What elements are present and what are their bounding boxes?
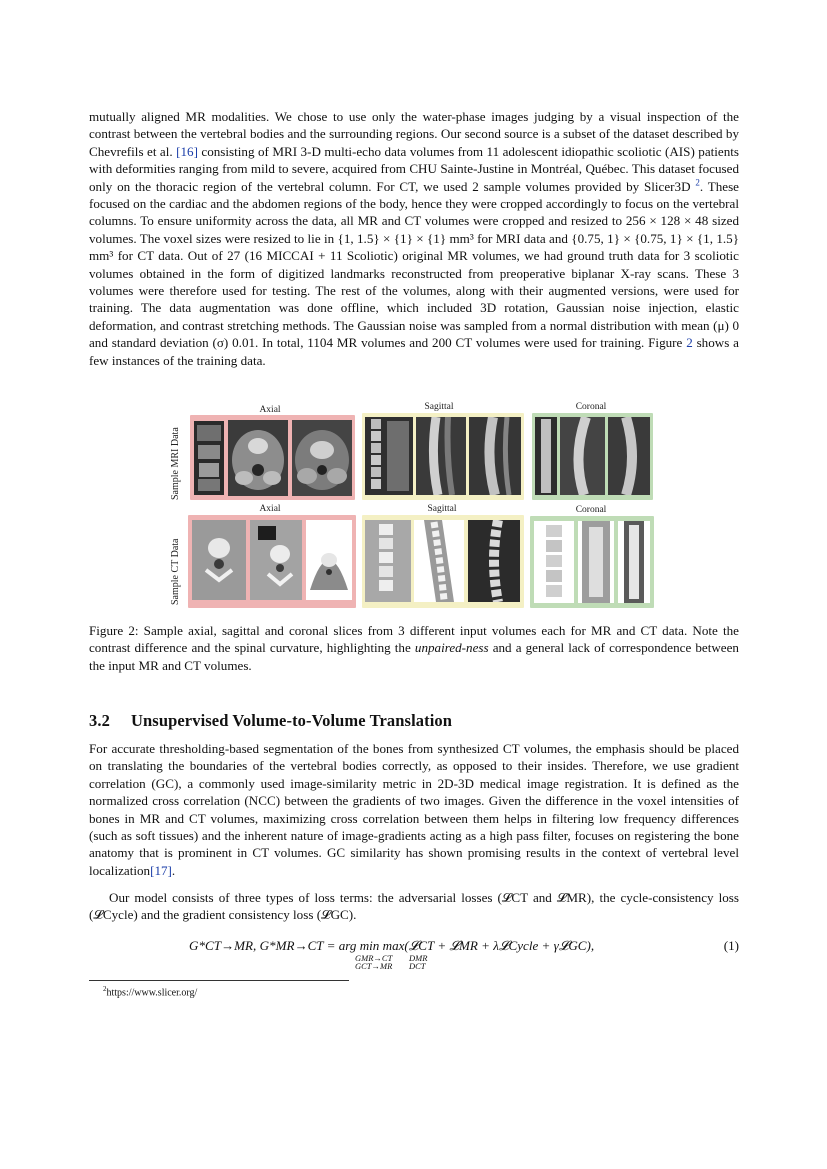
mri-row-label: Sample MRI Data — [170, 427, 181, 500]
paragraph-gradient-correlation — [89, 740, 739, 879]
text-run: For accurate thresholding-based segmentation of the bones from synthesized CT volumes, the emphasis should be placed on translating the boundaries of the vertebral bodies correctly, as opposed to their insides. Therefore, we use gradient correlation (GC), a commonly used image-similarity metric in 2D-3D medical image registration. It is defined as the normalized cross correlation (NCC) between the gradients of two images. Given the difference in the voxel intensities of bones in MR and CT volumes, maximizing cross correlation between them helps in filtering low frequency differences (such as soft tissues) and the inherent nature of image-gradients acting as a high pass filter, focuses on registering the bone anatomy that is prominent in CT volumes. GC similarity has shown promising results in the context of vertebral level localization — [89, 741, 739, 878]
paragraph-loss-terms — [89, 889, 739, 924]
ct-axial-slice-2 — [250, 520, 302, 600]
ct-sagittal-panel — [362, 515, 524, 608]
footnote-number: 2 — [103, 985, 107, 993]
equation-max-subscript: DMR — [409, 953, 428, 963]
ct-axial-slice-1 — [192, 520, 246, 600]
equation-number: (1) — [723, 938, 739, 953]
caption-emphasis: unpaired-ness — [414, 640, 489, 656]
ct-coronal-panel — [530, 516, 654, 608]
ct-axial-slice-3 — [306, 520, 352, 600]
ct-coronal-title: Coronal — [575, 505, 607, 515]
section-number: 3.2 — [89, 711, 110, 730]
mri-sagittal-slice-3 — [469, 417, 521, 495]
ct-sagittal-slice-2 — [414, 520, 464, 602]
section-title-text: Unsupervised Volume-to-Volume Translation — [131, 711, 453, 730]
mri-axial-slice-3 — [292, 420, 352, 496]
footnote-rule — [89, 980, 349, 981]
citation-17[interactable]: [17] — [150, 862, 172, 878]
ct-sagittal-slice-1 — [365, 520, 411, 602]
mri-coronal-title: Coronal — [575, 402, 607, 412]
text-run: . — [171, 862, 176, 878]
section-heading — [89, 711, 452, 731]
ct-axial-panel — [188, 515, 356, 608]
mri-sagittal-panel — [362, 413, 524, 500]
mri-coronal-slice-2 — [560, 417, 605, 495]
ct-coronal-slice-1 — [534, 521, 574, 603]
ct-sagittal-slice-3 — [468, 520, 520, 602]
mri-sagittal-title: Sagittal — [424, 402, 454, 412]
text-run: . These focused on the cardiac and the abdomen regions of the body, hence they were cropped accordingly to focus on the vertebral columns. To ensure uniformity across the data, all MR and CT volumes were cropped and resized to 256 × 128 × 48 sized volumes. The voxel sizes were resized to lie in {1, 1.5} × {1} × {1} mm³ for MRI data and {0.75, 1} × {0.75, 1} × {1, 1.5} mm³ for CT data. Out of 27 (16 MICCAI + 11 Scoliotic) original MR volumes, we had ground truth data for 3 scoliotic volumes obtained in the form of digitized landmarks reconstructed from preoperative biplanar X-ray scans. These 3 volumes were therefore used for testing. The rest of the volumes, along with their augmented versions, were used for training. The data augmentation was done offline, which included 3D rotation, Gaussian noise injection, elastic deformation, and contrast stretching methods. The Gaussian noise was sampled from a normal distribution with mean (μ) 0 and standard deviation (σ) 0.01. In total, 1104 MR volumes and 200 CT volumes were used for training. Figure — [89, 178, 739, 351]
ct-row-label: Sample CT Data — [170, 538, 181, 605]
text-run: shows a few instances of the training data. — [89, 335, 739, 368]
mri-coronal-panel — [532, 413, 653, 500]
equation-body: G*CT→MR, G*MR→CT = arg min max(𝓛CT + 𝓛MR + λ𝓛Cycle + γ𝓛GC), — [189, 938, 595, 953]
ct-axial-title: Axial — [259, 504, 281, 514]
citation-16[interactable]: [16] — [176, 143, 198, 159]
figure-ref-2[interactable]: 2 — [686, 335, 693, 351]
figure-caption — [89, 622, 739, 674]
mri-coronal-slice-1 — [535, 417, 557, 495]
equation-1 — [89, 934, 739, 974]
ct-coronal-slice-3 — [618, 521, 650, 603]
text-run: consisting of MRI 3-D multi-echo data volumes from 11 adolescent idiopathic scoliotic (AIS) patients with deformities ranging from mild to severe, acquired from CHU Sainte-Justine in Montréal, Québec. This dataset focused only on the thoracic region of the vertebral column. For CT, we used 2 sample volumes provided by Slicer3D — [89, 143, 739, 194]
text-run: mutually aligned MR modalities. We chose to use only the water-phase images judging by a visual inspection of the contrast between the vertebral bodies and the surrounding regions. Our second source is a subset of the dataset described by Chevrefils et al. — [89, 109, 739, 159]
mri-sagittal-slice-2 — [416, 417, 466, 495]
caption-text: and a general lack of correspondence between the input MR and CT volumes. — [89, 640, 739, 673]
mri-axial-slice-2 — [228, 420, 288, 496]
mri-axial-panel — [190, 415, 355, 500]
footnote-url[interactable]: https://www.slicer.org/ — [106, 987, 198, 999]
text-run: Our model consists of three types of loss terms: the adversarial losses (𝓛CT and 𝓛MR), the cycle-consistency loss (𝓛Cycle) and the gradient consistency loss (𝓛GC). — [89, 890, 739, 923]
equation-max-subscript-2: DCT — [409, 961, 426, 971]
mri-sagittal-slice-1 — [365, 417, 413, 495]
mri-coronal-slice-3 — [608, 417, 650, 495]
footnote — [103, 985, 197, 998]
ct-sagittal-title: Sagittal — [427, 504, 457, 514]
equation-min-subscript-2: GCT→MR — [355, 961, 393, 971]
caption-text: Figure 2: Sample axial, sagittal and coronal slices from 3 different input volumes each for MR and CT data. Note the contrast difference and the spinal curvature, highlighting the — [89, 623, 739, 656]
footnote-marker[interactable]: 2 — [695, 177, 700, 188]
mri-axial-title: Axial — [259, 405, 281, 415]
equation-min-subscript: GMR→CT — [355, 953, 393, 963]
ct-coronal-slice-2 — [578, 521, 614, 603]
paragraph-dataset — [89, 108, 739, 369]
mri-axial-slice-1 — [194, 421, 224, 495]
figure-2 — [166, 400, 658, 612]
